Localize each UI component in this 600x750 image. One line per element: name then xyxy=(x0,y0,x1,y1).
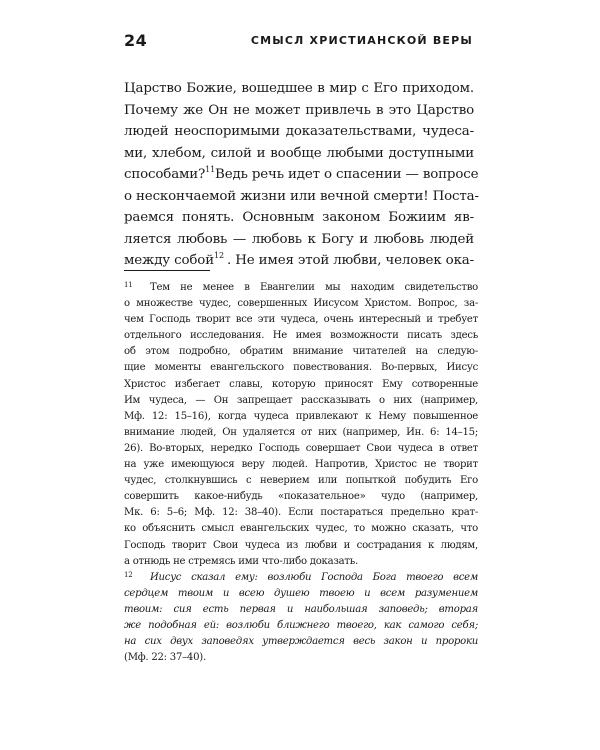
footnote-line: Иисус сказал ему: возлюби Господа Бога твоего всем xyxy=(150,571,478,583)
text-line xyxy=(124,250,474,272)
footnote-line: чем Господь творит все эти чудеса, очень интересный и требует xyxy=(124,314,478,326)
text-line: Царство Божие, вошедшее в мир с Его приходом. xyxy=(124,81,474,96)
footnote-line: Господь творит Свои чудеса из любви и сострадания к людям, xyxy=(124,539,478,551)
footnote-line: твоим: сия есть первая и наибольшая заповедь; вторая xyxy=(124,603,478,615)
text-fragment: . Не имея этой любви, человек ока- xyxy=(227,253,474,268)
footnote-line: об этом подробно, обратим внимание читателей на следую- xyxy=(124,346,478,358)
text-line: ми, хлебом, силой и вообще любыми доступными xyxy=(124,145,474,161)
footnote-line: а отнюдь не стремясь ими что-либо доказать. xyxy=(124,555,358,567)
footnote-line: о множестве чудес, совершенных Иисусом Христом. Вопрос, за- xyxy=(124,298,478,310)
footnote-line: Мк. 6: 5–6; Мф. 12: 38–40). Если постараться предельно крат- xyxy=(124,507,478,519)
text-line: раемся понять. Основным законом Божиим яв- xyxy=(124,210,474,225)
footnote-ref-12[interactable]: 12 xyxy=(214,251,224,260)
footnote-11 xyxy=(124,280,478,570)
text-line xyxy=(124,164,479,186)
text-line: ляется любовь — любовь к Богу и любовь людей xyxy=(124,231,474,247)
text-line: о нескончаемой жизни или вечной смерти! Поста- xyxy=(124,188,479,204)
footnote-line: сердцем твоим и всею душею твоею и всем разумением xyxy=(124,587,478,599)
footnote-line: ко объяснить смысл евангельских чудес, то можно сказать, что xyxy=(124,523,478,535)
footnote-line: отдельного исследования. Не имея возможности писать здесь xyxy=(124,330,478,342)
text-fragment: Ведь речь идет о спасении — вопросе xyxy=(215,167,479,182)
text-fragment: способами? xyxy=(124,167,206,182)
footnote-line: на уже имеющуюся веру людей. Напротив, Христос не творит xyxy=(124,459,478,471)
footnote-line: Им чудеса, — Он запрещает рассказывать о них (например, xyxy=(124,394,478,406)
footnote-line: щие моменты евангельского повествования. Во-первых, Иисус xyxy=(124,362,478,374)
footnote-line: внимание людей, Он удаляется от них (например, Ин. 6: 14–15; xyxy=(124,426,478,438)
footnote-line: Христос избегает славы, которую приносят Ему сотворенные xyxy=(124,378,478,390)
text-fragment: между собой xyxy=(124,253,214,268)
footnote-line: чудес, столкнувшись с неверием или попыткой побудить Его xyxy=(124,475,478,487)
footnote-divider xyxy=(124,270,210,271)
footnote-line: Тем не менее в Евангелии мы находим свидетельство xyxy=(150,282,478,293)
footnote-line: совершить какое-нибудь «показательное» чудо (например, xyxy=(124,491,478,503)
footnote-ref-11[interactable]: 11 xyxy=(205,165,216,174)
footnote-line: же подобная ей: возлюби ближнего твоего, как самого себя; xyxy=(124,619,478,631)
footnote-line: Мф. 12: 15–16), когда чудеса привлекают к Нему повышенное xyxy=(124,410,478,422)
body-text xyxy=(124,78,479,272)
text-line: Почему же Он не может привлечь в это Царство xyxy=(124,102,474,118)
footnote-line: 26). Во-вторых, нередко Господь совершает Свои чудеса в ответ xyxy=(124,442,478,454)
footnotes xyxy=(124,280,478,666)
footnote-line: (Мф. 22: 37–40). xyxy=(124,652,206,664)
text-line: людей неоспоримыми доказательствами, чудеса- xyxy=(124,124,474,139)
running-title: СМЫСЛ ХРИСТИАНСКОЙ ВЕРЫ xyxy=(250,34,473,47)
footnote-number: 11 xyxy=(124,281,133,289)
footnote-line: на сих двух заповедях утверждается весь закон и пророки xyxy=(124,636,478,648)
footnote-number: 12 xyxy=(124,570,133,579)
page-number: 24 xyxy=(124,31,148,50)
footnote-12 xyxy=(124,570,478,667)
